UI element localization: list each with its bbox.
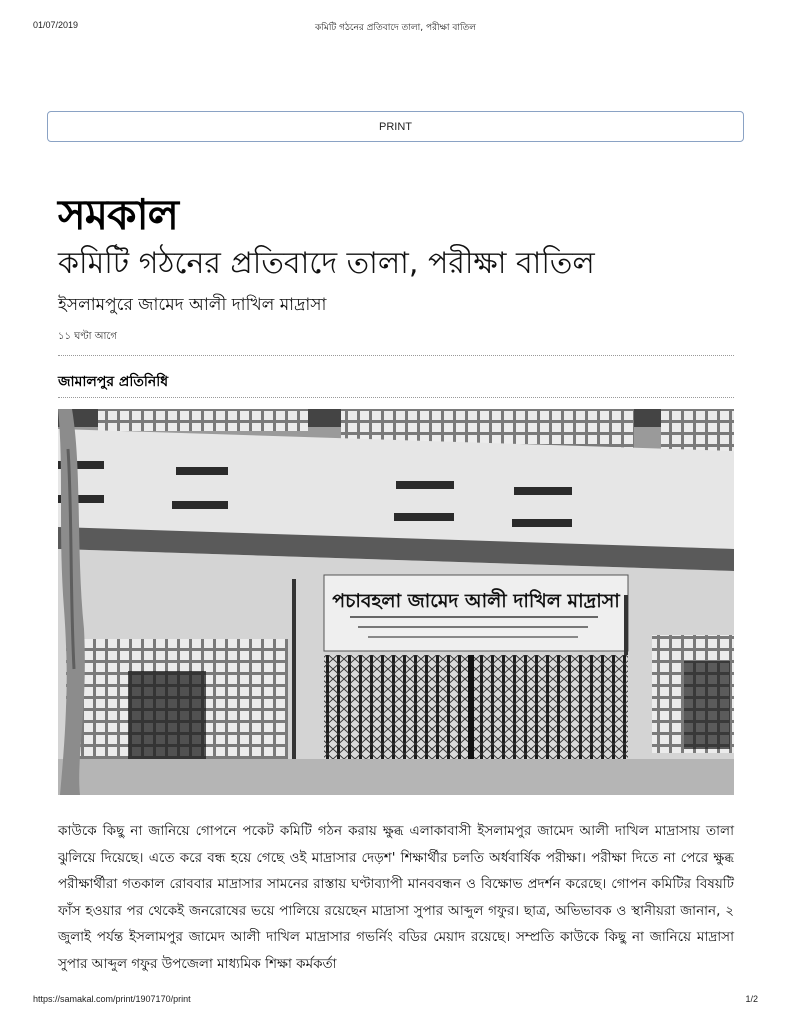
photo-sign-text: পচাবহলা জামেদ আলী দাখিল মাদ্রাসা [332, 590, 620, 612]
print-date: 01/07/2019 [33, 20, 79, 30]
samakal-logo: সমকাল [58, 190, 178, 239]
article-photo [58, 409, 734, 795]
print-button[interactable]: PRINT [47, 111, 744, 142]
print-page-title: কমিটি গঠনের প্রতিবাদে তালা, পরীক্ষা বাতিল [314, 23, 477, 33]
article-headline: কমিটি গঠনের প্রতিবাদে তালা, পরীক্ষা বাতিল [58, 246, 595, 281]
divider [58, 355, 734, 356]
print-url: https://samakal.com/print/1907170/print [33, 994, 191, 1004]
article-time: ১১ ঘণ্টা আগে [58, 331, 117, 342]
divider [58, 397, 734, 398]
article-body: কাউকে কিছু না জানিয়ে গোপনে পকেট কমিটি গঠন করায় ক্ষুব্ধ এলাকাবাসী ইসলামপুর জামেদ আলী দাখিল মাদ্রাসায় তালা ঝুলিয়ে দিয়েছে। এতে করে বন্ধ হয়ে গেছে ওই মাদ্রাসার দেড়শ' শিক্ষার্থীর চলতি অর্ধবার্ষিক পরীক্ষা। পরীক্ষা দিতে না পেরে ক্ষুব্ধ পরীক্ষার্থীরা গতকাল রোববার মাদ্রাসার সামনের রাস্তায় ঘণ্টাব্যাপী মানববন্ধন ও বিক্ষোভ প্রদর্শন করেছে। গোপন কমিটির বিষয়টি ফাঁস হওয়ার পর থেকেই জনরোষের ভয়ে পালিয়ে রয়েছেন মাদ্রাসা সুপার আব্দুল গফুর। ছাত্র, অভিভাবক ও স্থানীয়রা জানান, ২ জুলাই পর্যন্ত ইসলামপুর জামেদ আলী দাখিল মাদ্রাসার গভর্নিং বডির মেয়াদ রয়েছে। সম্প্রতি কাউকে কিছু না জানিয়ে মাদ্রাসা সুপার আব্দুল গফুর উপজেলা মাধ্যমিক শিক্ষা কর্মকর্তা [58, 823, 734, 972]
article-subheadline: ইসলামপুরে জামেদ আলী দাখিল মাদ্রাসা [58, 295, 327, 315]
page-number: 1/2 [745, 994, 758, 1004]
article-byline: জামালপুর প্রতিনিধি [58, 374, 169, 390]
